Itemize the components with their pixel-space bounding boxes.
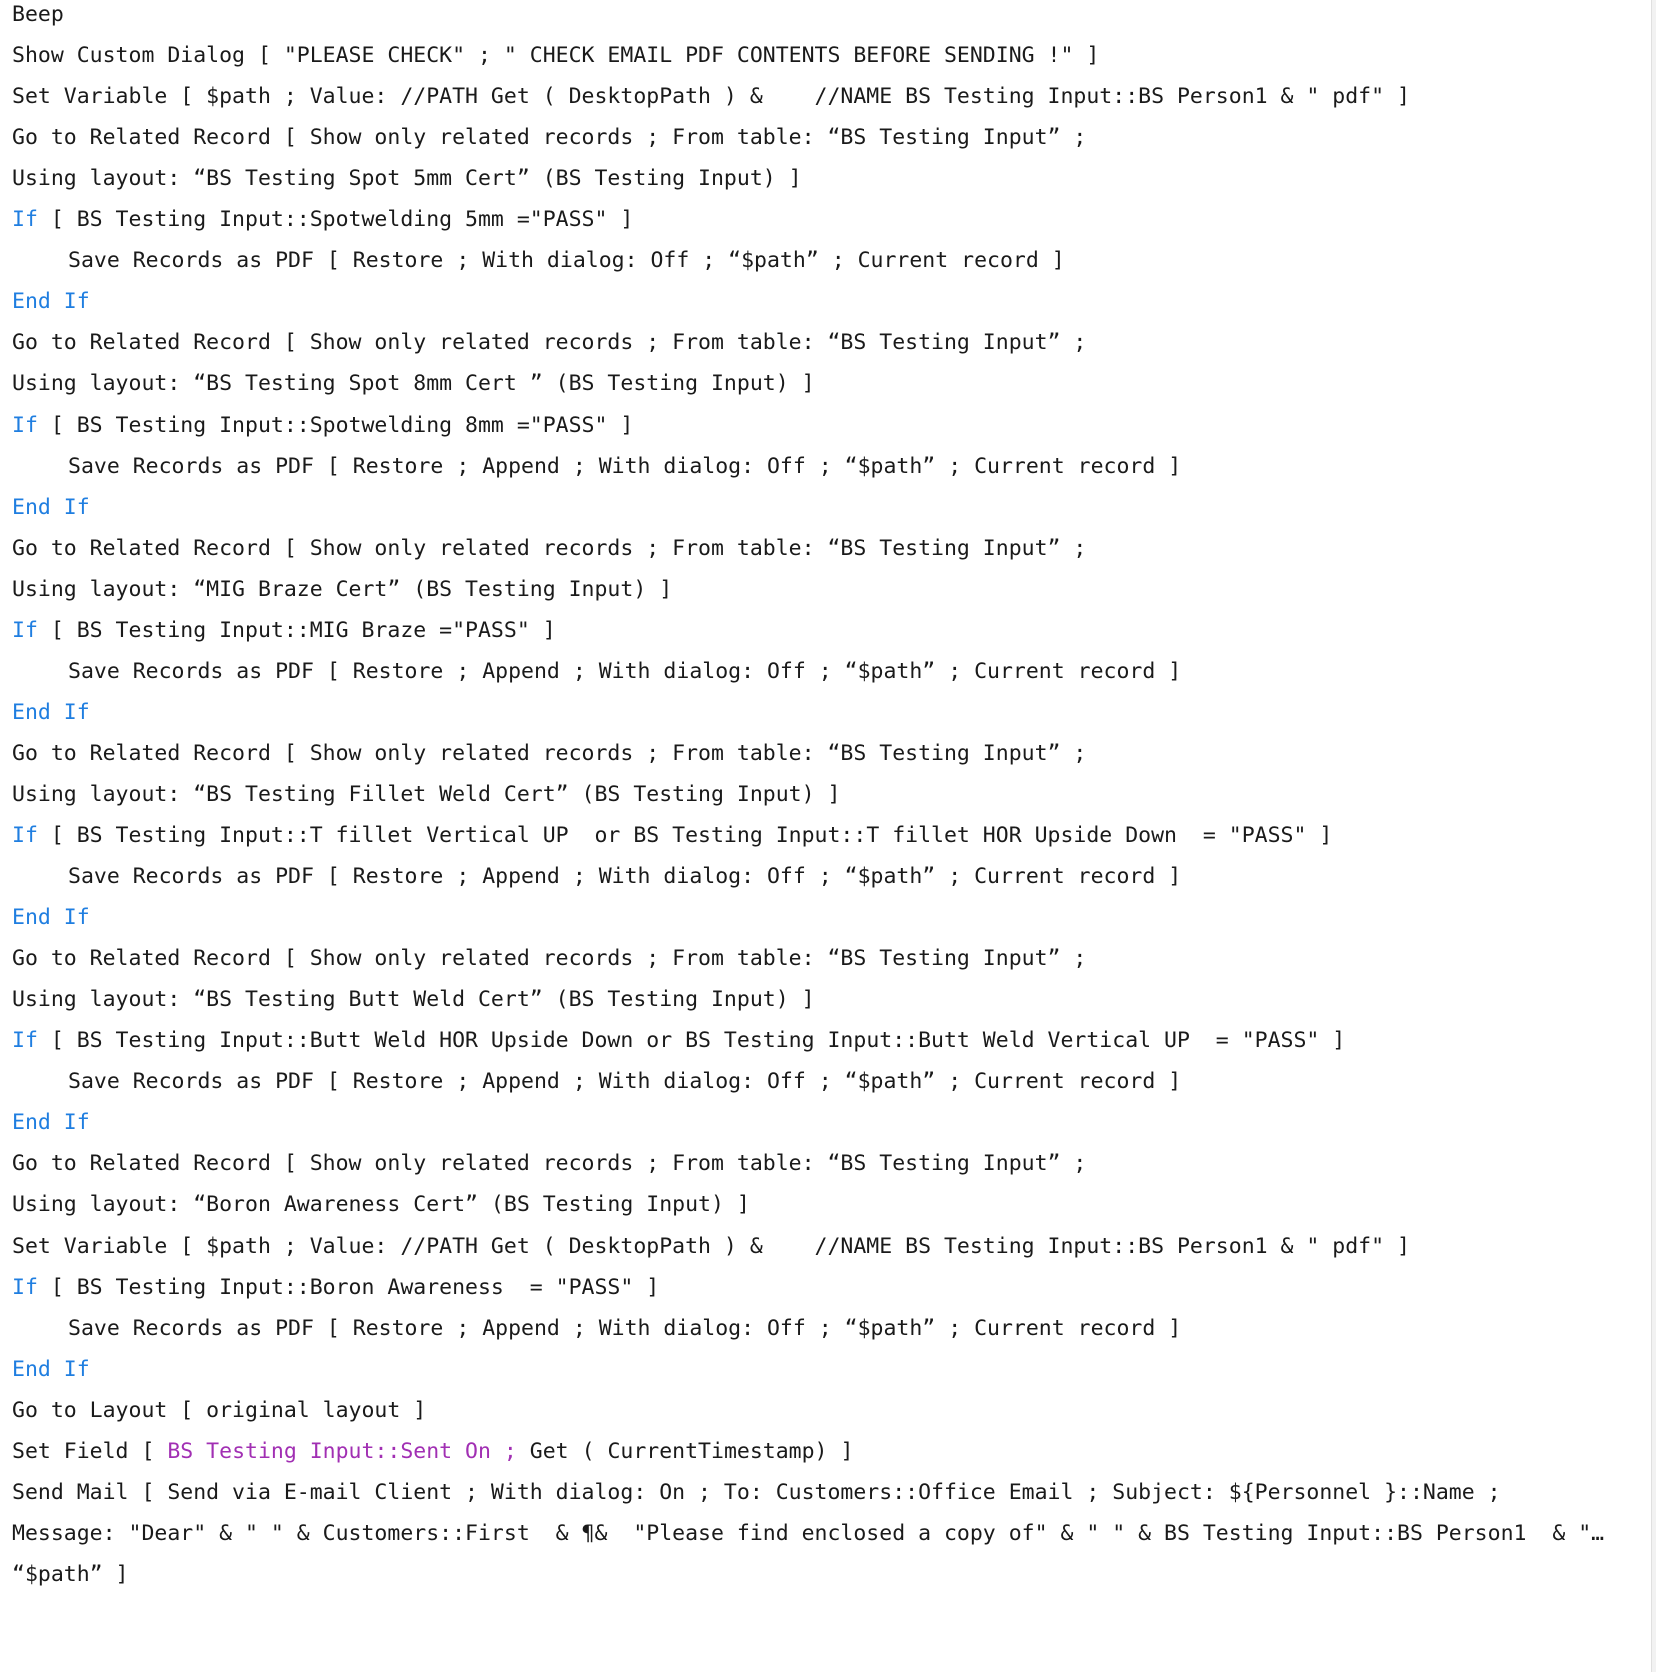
- step-text: Using layout: “BS Testing Butt Weld Cert” (BS Testing Input) ]: [12, 987, 815, 1013]
- script-step[interactable]: [12, 777, 840, 813]
- script-step[interactable]: [12, 366, 815, 402]
- step-text: Save Records as PDF [ Restore ; Append ; With dialog: Off ; “$path” ; Current record ]: [68, 453, 1182, 479]
- script-step[interactable]: [12, 0, 64, 33]
- control-keyword: If: [12, 1274, 38, 1300]
- step-text: Save Records as PDF [ Restore ; Append ; With dialog: Off ; “$path” ; Current record ]: [68, 1069, 1182, 1095]
- step-text: Save Records as PDF [ Restore ; Append ; With dialog: Off ; “$path” ; Current record ]: [68, 1315, 1182, 1341]
- step-text: [ BS Testing Input::Spotwelding 5mm ="PASS" ]: [37, 207, 634, 233]
- script-step[interactable]: [12, 1146, 1086, 1182]
- script-step[interactable]: [68, 654, 1181, 690]
- script-step[interactable]: [12, 1270, 659, 1306]
- step-text: Using layout: “BS Testing Fillet Weld Cert” (BS Testing Input) ]: [12, 781, 841, 807]
- control-keyword: If: [12, 1028, 38, 1054]
- step-text: Save Records as PDF [ Restore ; With dialog: Off ; “$path” ; Current record ]: [68, 248, 1065, 274]
- control-keyword: If: [12, 823, 38, 848]
- script-step[interactable]: [12, 531, 1086, 567]
- step-text: Show Custom Dialog [ "PLEASE CHECK" ; " CHECK EMAIL PDF CONTENTS BEFORE SENDING !" ]: [12, 43, 1100, 69]
- script-step[interactable]: [12, 490, 90, 526]
- script-step[interactable]: [12, 325, 1086, 361]
- step-text: Save Records as PDF [ Restore ; Append ; With dialog: Off ; “$path” ; Current record ]: [68, 658, 1182, 684]
- field-reference: BS Testing Input::Sent On ;: [167, 1438, 517, 1464]
- step-text: Go to Related Record [ Show only related records ; From table: “BS Testing Input” ;: [12, 535, 1087, 561]
- control-keyword: End If: [12, 1110, 90, 1136]
- script-step[interactable]: [12, 1105, 90, 1141]
- control-keyword: End If: [12, 905, 90, 931]
- script-step[interactable]: [68, 449, 1181, 485]
- script-step[interactable]: [12, 1393, 426, 1429]
- control-keyword: End If: [12, 1356, 90, 1382]
- step-text: Go to Related Record [ Show only related records ; From table: “BS Testing Input” ;: [12, 125, 1087, 151]
- script-step[interactable]: [12, 1187, 750, 1223]
- script-step[interactable]: [12, 900, 90, 936]
- script-step[interactable]: [12, 38, 1099, 74]
- script-step[interactable]: [12, 818, 1332, 854]
- script-step[interactable]: [12, 982, 815, 1018]
- step-text: Message: "Dear" & " " & Customers::First & ¶& "Please find enclosed a copy of" & " " & BS Testing Input::BS Person1 & "…: [12, 1520, 1605, 1546]
- script-step[interactable]: [12, 941, 1086, 977]
- control-keyword: End If: [12, 289, 90, 315]
- step-text: Send Mail [ Send via E-mail Client ; With dialog: On ; To: Customers::Office Email ; Subject: ${Personnel }::Name ;: [12, 1479, 1501, 1505]
- script-step[interactable]: [68, 1311, 1181, 1347]
- script-step[interactable]: [12, 1352, 90, 1388]
- step-text: Using layout: “BS Testing Spot 5mm Cert” (BS Testing Input) ]: [12, 166, 802, 192]
- step-text: Go to Related Record [ Show only related records ; From table: “BS Testing Input” ;: [12, 740, 1087, 766]
- script-step[interactable]: [12, 1229, 1410, 1265]
- control-keyword: If: [12, 412, 38, 438]
- step-text: Using layout: “BS Testing Spot 8mm Cert ” (BS Testing Input) ]: [12, 371, 815, 397]
- step-text: [ BS Testing Input::T fillet Vertical UP or BS Testing Input::T fillet HOR Upside Down = "PASS" ]: [37, 823, 1333, 848]
- step-text: Using layout: “Boron Awareness Cert” (BS Testing Input) ]: [12, 1192, 750, 1218]
- step-text: [ BS Testing Input::MIG Braze ="PASS" ]: [37, 617, 556, 643]
- script-step[interactable]: [12, 408, 633, 444]
- step-text: [ BS Testing Input::Boron Awareness = "PASS" ]: [37, 1274, 660, 1300]
- step-text: Set Field [: [12, 1438, 168, 1464]
- script-step[interactable]: [12, 695, 90, 731]
- step-text: Set Variable [ $path ; Value: //PATH Get ( DesktopPath ) & //NAME BS Testing Input::BS Person1 & " pdf" ]: [12, 1233, 1410, 1259]
- script-step[interactable]: [12, 284, 90, 320]
- script-step[interactable]: [12, 572, 672, 608]
- step-text: Using layout: “MIG Braze Cert” (BS Testing Input) ]: [12, 576, 673, 602]
- script-step[interactable]: [12, 1475, 1501, 1511]
- step-text: [ BS Testing Input::Butt Weld HOR Upside Down or BS Testing Input::Butt Weld Vertical UP = "PASS" ]: [37, 1028, 1346, 1054]
- script-step[interactable]: [68, 859, 1181, 895]
- script-step[interactable]: [12, 1516, 1604, 1552]
- control-keyword: End If: [12, 494, 90, 520]
- script-step[interactable]: [12, 613, 556, 649]
- step-text: Go to Related Record [ Show only related records ; From table: “BS Testing Input” ;: [12, 946, 1087, 972]
- step-text: Beep: [12, 2, 64, 27]
- control-keyword: End If: [12, 699, 90, 725]
- script-step[interactable]: [68, 243, 1065, 279]
- script-step[interactable]: [12, 1557, 129, 1593]
- script-step[interactable]: [12, 736, 1086, 772]
- step-text: “$path” ]: [12, 1561, 129, 1587]
- script-step[interactable]: [12, 120, 1086, 156]
- step-text: Go to Layout [ original layout ]: [12, 1397, 427, 1423]
- script-step[interactable]: [12, 79, 1410, 115]
- script-step[interactable]: [12, 202, 633, 238]
- script-step[interactable]: [68, 1064, 1181, 1100]
- step-text: Save Records as PDF [ Restore ; Append ; With dialog: Off ; “$path” ; Current record ]: [68, 864, 1182, 890]
- step-text: Set Variable [ $path ; Value: //PATH Get ( DesktopPath ) & //NAME BS Testing Input::BS Person1 & " pdf" ]: [12, 84, 1410, 110]
- script-step[interactable]: [12, 161, 802, 197]
- script-step[interactable]: [12, 1023, 1345, 1059]
- script-step[interactable]: [12, 1434, 853, 1470]
- control-keyword: If: [12, 617, 38, 643]
- step-text: [ BS Testing Input::Spotwelding 8mm ="PASS" ]: [37, 412, 634, 438]
- control-keyword: If: [12, 207, 38, 233]
- step-text: Get ( CurrentTimestamp) ]: [516, 1438, 854, 1464]
- step-text: Go to Related Record [ Show only related records ; From table: “BS Testing Input” ;: [12, 330, 1087, 356]
- step-text: Go to Related Record [ Show only related records ; From table: “BS Testing Input” ;: [12, 1151, 1087, 1177]
- vertical-scrollbar[interactable]: [1651, 0, 1656, 1672]
